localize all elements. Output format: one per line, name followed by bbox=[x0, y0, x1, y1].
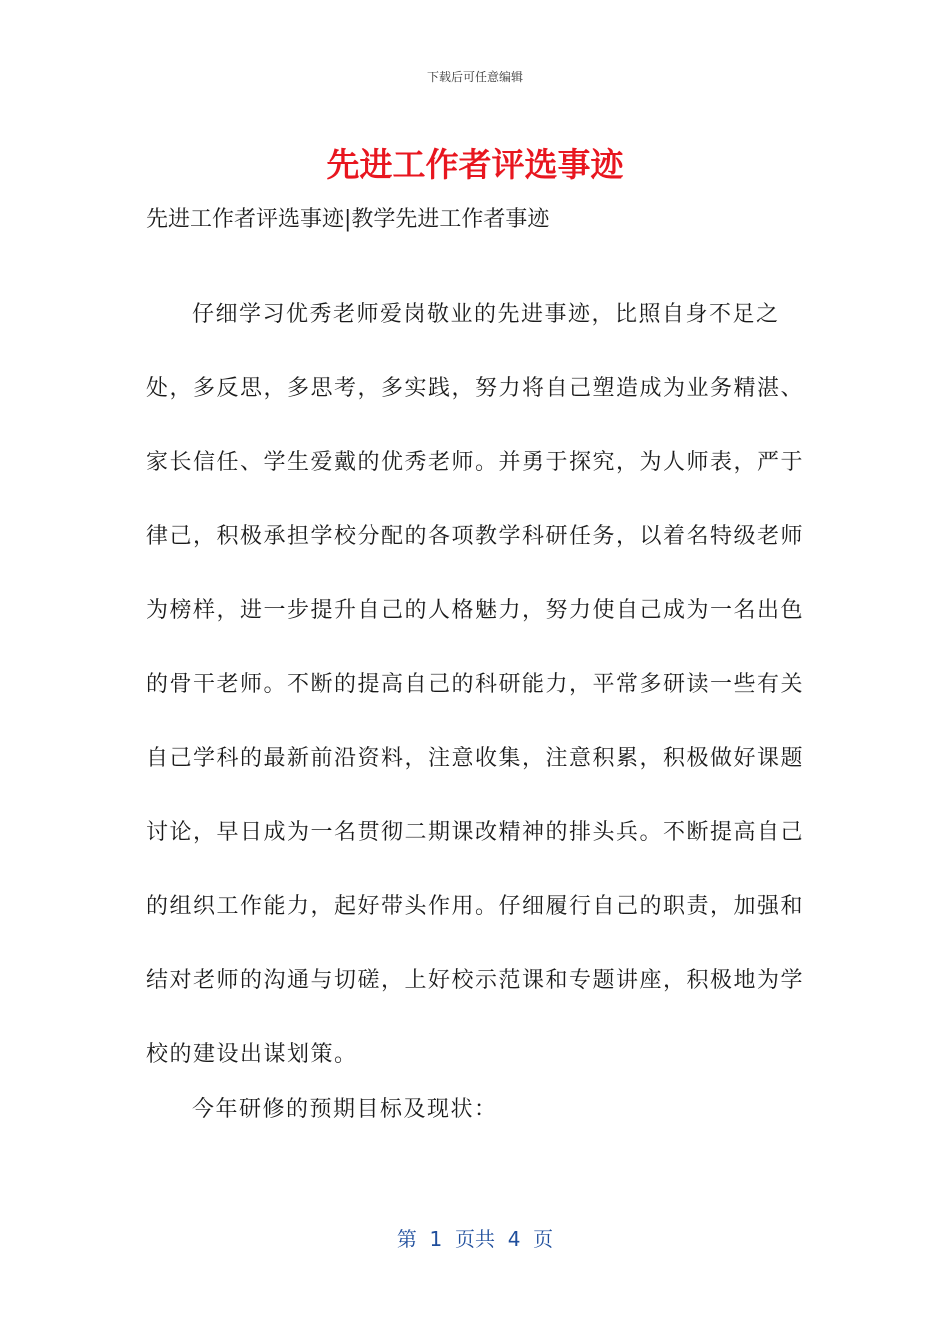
body-paragraph-1: 仔细学习优秀老师爱岗敬业的先进事迹，比照自身不足之处，多反思，多思考，多实践，努力将自己塑造成为业务精湛、家长信任、学生爱戴的优秀老师。并勇于探究，为人师表，严于律己，积极承担学校分配的各项教学科研任务，以着名特级老师为榜样，进一步提升自己的人格魅力，努力使自己成为一名出色的骨干老师。不断的提高自己的科研能力，平常多研读一些有关自己学科的最新前沿资料，注意收集，注意积累，积极做好课题讨论，早日成为一名贯彻二期课改精神的排头兵。不断提高自己的组织工作能力，起好带头作用。仔细履行自己的职责，加强和结对老师的沟通与切磋，上好校示范课和专题讲座，积极地为学校的建设出谋划策。 bbox=[146, 302, 805, 1067]
document-subtitle: 先进工作者评选事迹|教学先进工作者事迹 bbox=[146, 207, 550, 232]
document-title: 先进工作者评选事迹 bbox=[326, 145, 624, 184]
page-number-footer: 第 1 页共 4 页 bbox=[396, 1227, 554, 1251]
header-note: 下载后可任意编辑 bbox=[426, 70, 523, 84]
body-paragraph-2: 今年研修的预期目标及现状： bbox=[192, 1097, 498, 1122]
